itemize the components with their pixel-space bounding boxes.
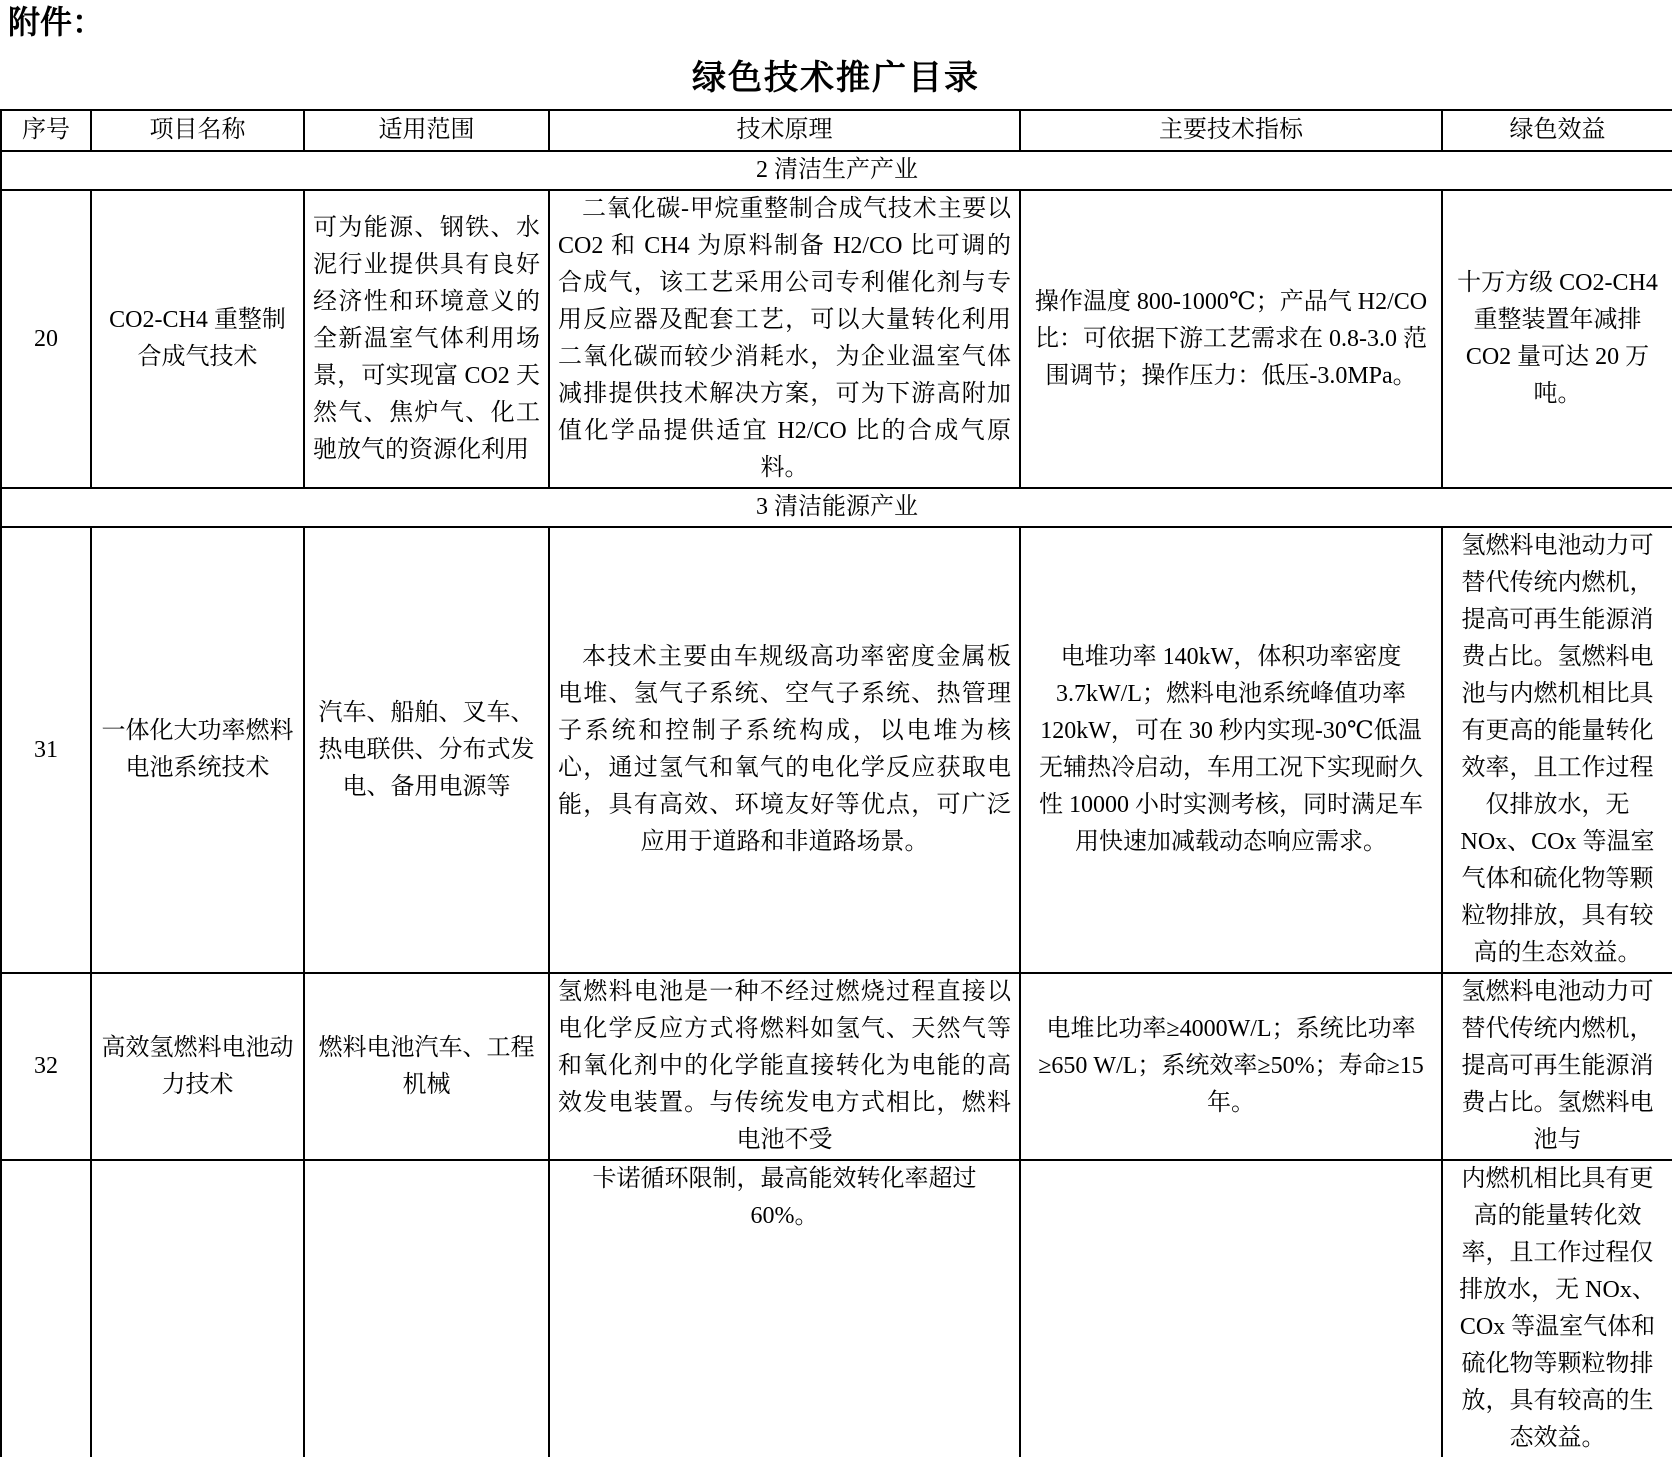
table-row-32-continuation	[1, 1160, 1672, 1457]
cell-principle-continued: 卡诺循环限制，最高能效转化率超过 60%。	[549, 1160, 1020, 1457]
cell-indicators: 电堆功率 140kW，体积功率密度 3.7kW/L；燃料电池系统峰值功率 120kW，可在 30 秒内实现-30℃低温无辅热冷启动，车用工况下实现耐久性 10000 小时实测考核，同时满足车用快速加减载动态响应需求。	[1020, 527, 1442, 973]
cell-principle: 氢燃料电池是一种不经过燃烧过程直接以电化学反应方式将燃料如氢气、天然气等和氧化剂中的化学能直接转化为电能的高效发电装置。与传统发电方式相比，燃料电池不受	[549, 973, 1020, 1160]
col-header-project-name: 项目名称	[91, 110, 304, 151]
col-header-seq: 序号	[1, 110, 91, 151]
cell-benefits: 十万方级 CO2-CH4 重整装置年减排 CO2 量可达 20 万吨。	[1442, 190, 1672, 488]
cell-indicators-empty	[1020, 1160, 1442, 1457]
cell-project-name: CO2-CH4 重整制合成气技术	[91, 190, 304, 488]
table-row-20	[1, 190, 1672, 488]
cell-indicators: 操作温度 800-1000℃；产品气 H2/CO 比：可依据下游工艺需求在 0.8-3.0 范围调节；操作压力：低压-3.0MPa。	[1020, 190, 1442, 488]
cell-scope: 可为能源、钢铁、水泥行业提供具有良好经济性和环境意义的全新温室气体利用场景，可实现富 CO2 天然气、焦炉气、化工驰放气的资源化利用	[304, 190, 549, 488]
section-row-clean-energy	[1, 488, 1672, 527]
table-header-row	[1, 110, 1672, 151]
cell-project-name: 一体化大功率燃料电池系统技术	[91, 527, 304, 973]
cell-seq: 32	[1, 973, 91, 1160]
cell-project-name-empty	[91, 1160, 304, 1457]
col-header-benefits: 绿色效益	[1442, 110, 1672, 151]
table-row-32	[1, 973, 1672, 1160]
col-header-scope: 适用范围	[304, 110, 549, 151]
cell-seq: 31	[1, 527, 91, 973]
cell-project-name: 高效氢燃料电池动力技术	[91, 973, 304, 1160]
cell-principle: 本技术主要由车规级高功率密度金属板电堆、氢气子系统、空气子系统、热管理子系统和控制子系统构成，以电堆为核心，通过氢气和氧气的电化学反应获取电能，具有高效、环境友好等优点，可广泛应用于道路和非道路场景。	[549, 527, 1020, 973]
cell-seq: 20	[1, 190, 91, 488]
col-header-indicators: 主要技术指标	[1020, 110, 1442, 151]
cell-benefits-continued: 内燃机相比具有更高的能量转化效率，且工作过程仅排放水，无 NOx、COx 等温室气体和硫化物等颗粒物排放，具有较高的生态效益。	[1442, 1160, 1672, 1457]
section-label-clean-production: 2 清洁生产产业	[1, 151, 1672, 190]
page-title: 绿色技术推广目录	[692, 59, 980, 97]
table-row-31	[1, 527, 1672, 973]
section-row-clean-production	[1, 151, 1672, 190]
cell-principle: 二氧化碳-甲烷重整制合成气技术主要以 CO2 和 CH4 为原料制备 H2/CO 比可调的合成气，该工艺采用公司专利催化剂与专用反应器及配套工艺，可以大量转化利用二氧化碳而较少消耗水，为企业温室气体减排提供技术解决方案，可为下游高附加值化学品提供适宜 H2/CO 比的合成气原料。	[549, 190, 1020, 488]
green-tech-catalog-table	[0, 109, 1672, 1457]
cell-indicators: 电堆比功率≥4000W/L；系统比功率≥650 W/L；系统效率≥50%；寿命≥15 年。	[1020, 973, 1442, 1160]
cell-benefits: 氢燃料电池动力可替代传统内燃机，提高可再生能源消费占比。氢燃料电池与	[1442, 973, 1672, 1160]
cell-scope: 燃料电池汽车、工程机械	[304, 973, 549, 1160]
cell-scope-empty	[304, 1160, 549, 1457]
attachment-label: 附件：	[8, 4, 105, 40]
cell-benefits: 氢燃料电池动力可替代传统内燃机，提高可再生能源消费占比。氢燃料电池与内燃机相比具有更高的能量转化效率，且工作过程仅排放水，无 NOx、COx 等温室气体和硫化物等颗粒物排放，具有较高的生态效益。	[1442, 527, 1672, 973]
section-label-clean-energy: 3 清洁能源产业	[1, 488, 1672, 527]
col-header-principle: 技术原理	[549, 110, 1020, 151]
cell-seq-empty	[1, 1160, 91, 1457]
cell-scope: 汽车、船舶、叉车、热电联供、分布式发电、备用电源等	[304, 527, 549, 973]
